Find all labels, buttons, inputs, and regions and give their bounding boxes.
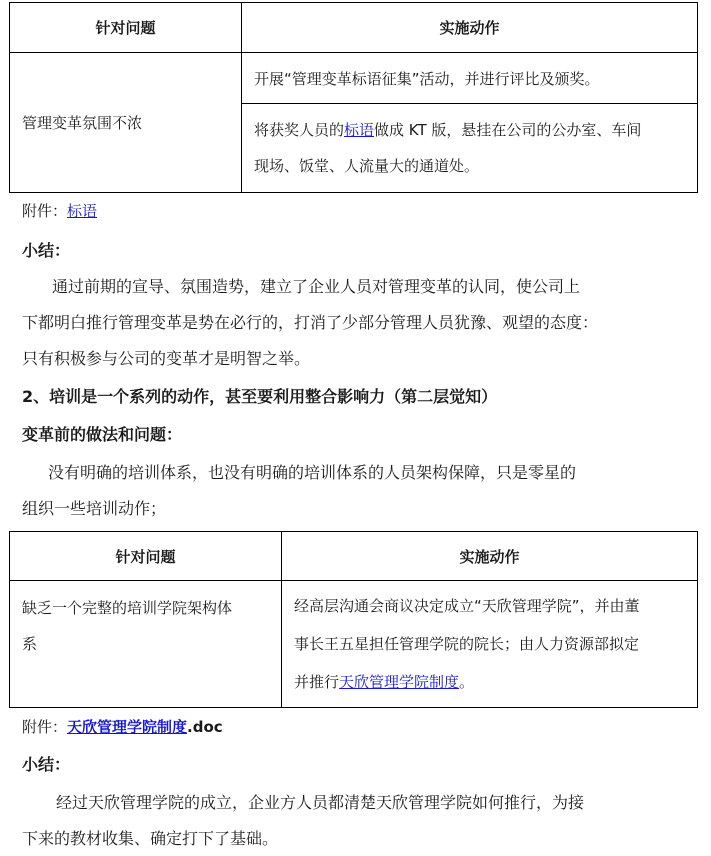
table2-problem-cell bbox=[10, 581, 282, 708]
attachment-1-slogan-link[interactable]: 标语 bbox=[67, 202, 98, 220]
section-2-heading: 2、培训是一个系列的动作，甚至要利用整合影响力（第二层觉知） bbox=[22, 387, 498, 406]
summary-1-line-2: 下都明白推行管理变革是势在必行的，打消了少部分管理人员犹豫、观望的态度： bbox=[22, 313, 599, 332]
summary-2-line-1: 经过天欣管理学院的成立，企业方人员都清楚天欣管理学院如何推行，为接 bbox=[56, 793, 585, 812]
table1-action2-text-post: 做成 KT 版，悬挂在公司的公办室、车间 bbox=[374, 121, 642, 139]
section-2-line-1: 没有明确的培训体系，也没有明确的培训体系的人员架构保障，只是零星的 bbox=[48, 463, 577, 482]
attachment-1-label: 附件： bbox=[22, 202, 68, 220]
table2-action-line-3-pre: 并推行 bbox=[294, 673, 340, 691]
attachment-2 bbox=[22, 714, 223, 740]
table1-header-action: 实施动作 bbox=[242, 3, 698, 53]
summary-1-heading: 小结： bbox=[22, 241, 71, 260]
table-change-atmosphere bbox=[9, 2, 698, 193]
attachment-2-policy-link[interactable]: 天欣管理学院制度 bbox=[67, 718, 188, 736]
table1-header-problem: 针对问题 bbox=[10, 3, 242, 53]
table2-header-problem: 针对问题 bbox=[10, 532, 282, 581]
table-training-academy bbox=[9, 531, 698, 708]
section-2-subheading: 变革前的做法和问题： bbox=[22, 425, 183, 444]
summary-2-line-2: 下来的教材收集、确定打下了基础。 bbox=[22, 829, 279, 848]
attachment-2-label: 附件： bbox=[22, 718, 68, 736]
table2-header-action: 实施动作 bbox=[282, 532, 698, 581]
table1-action-cell-2 bbox=[242, 104, 698, 193]
table1-action-cell-1: 开展“管理变革标语征集”活动，并进行评比及颁奖。 bbox=[242, 53, 698, 104]
table2-action-line-2: 事长王五星担任管理学院的院长；由人力资源部拟定 bbox=[294, 635, 640, 653]
table1-action2-line2: 现场、饭堂、人流量大的通道处。 bbox=[254, 157, 480, 175]
section-2-line-2: 组织一些培训动作； bbox=[22, 499, 167, 518]
table1-problem-cell: 管理变革氛围不浓 bbox=[10, 53, 242, 193]
summary-1-line-3: 只有积极参与公司的变革才是明智之举。 bbox=[22, 349, 311, 368]
table2-problem-line-1: 缺乏一个完整的培训学院架构体 bbox=[22, 599, 233, 617]
slogan-link[interactable]: 标语 bbox=[344, 121, 375, 139]
table2-action-line-1: 经高层沟通会商议决定成立“天欣管理学院”，并由董 bbox=[294, 597, 640, 615]
table1-action2-text-pre: 将获奖人员的 bbox=[254, 121, 345, 139]
attachment-2-suffix: .doc bbox=[187, 718, 223, 736]
table2-problem-line-2: 系 bbox=[22, 635, 38, 653]
table2-action-line-3-post: 。 bbox=[459, 673, 475, 691]
attachment-1 bbox=[22, 199, 97, 223]
summary-1-line-1: 通过前期的宣导、氛围造势，建立了企业人员对管理变革的认同，使公司上 bbox=[52, 277, 581, 296]
summary-2-heading: 小结： bbox=[22, 755, 71, 774]
academy-policy-link[interactable]: 天欣管理学院制度 bbox=[339, 673, 460, 691]
table2-action-cell bbox=[282, 581, 698, 708]
